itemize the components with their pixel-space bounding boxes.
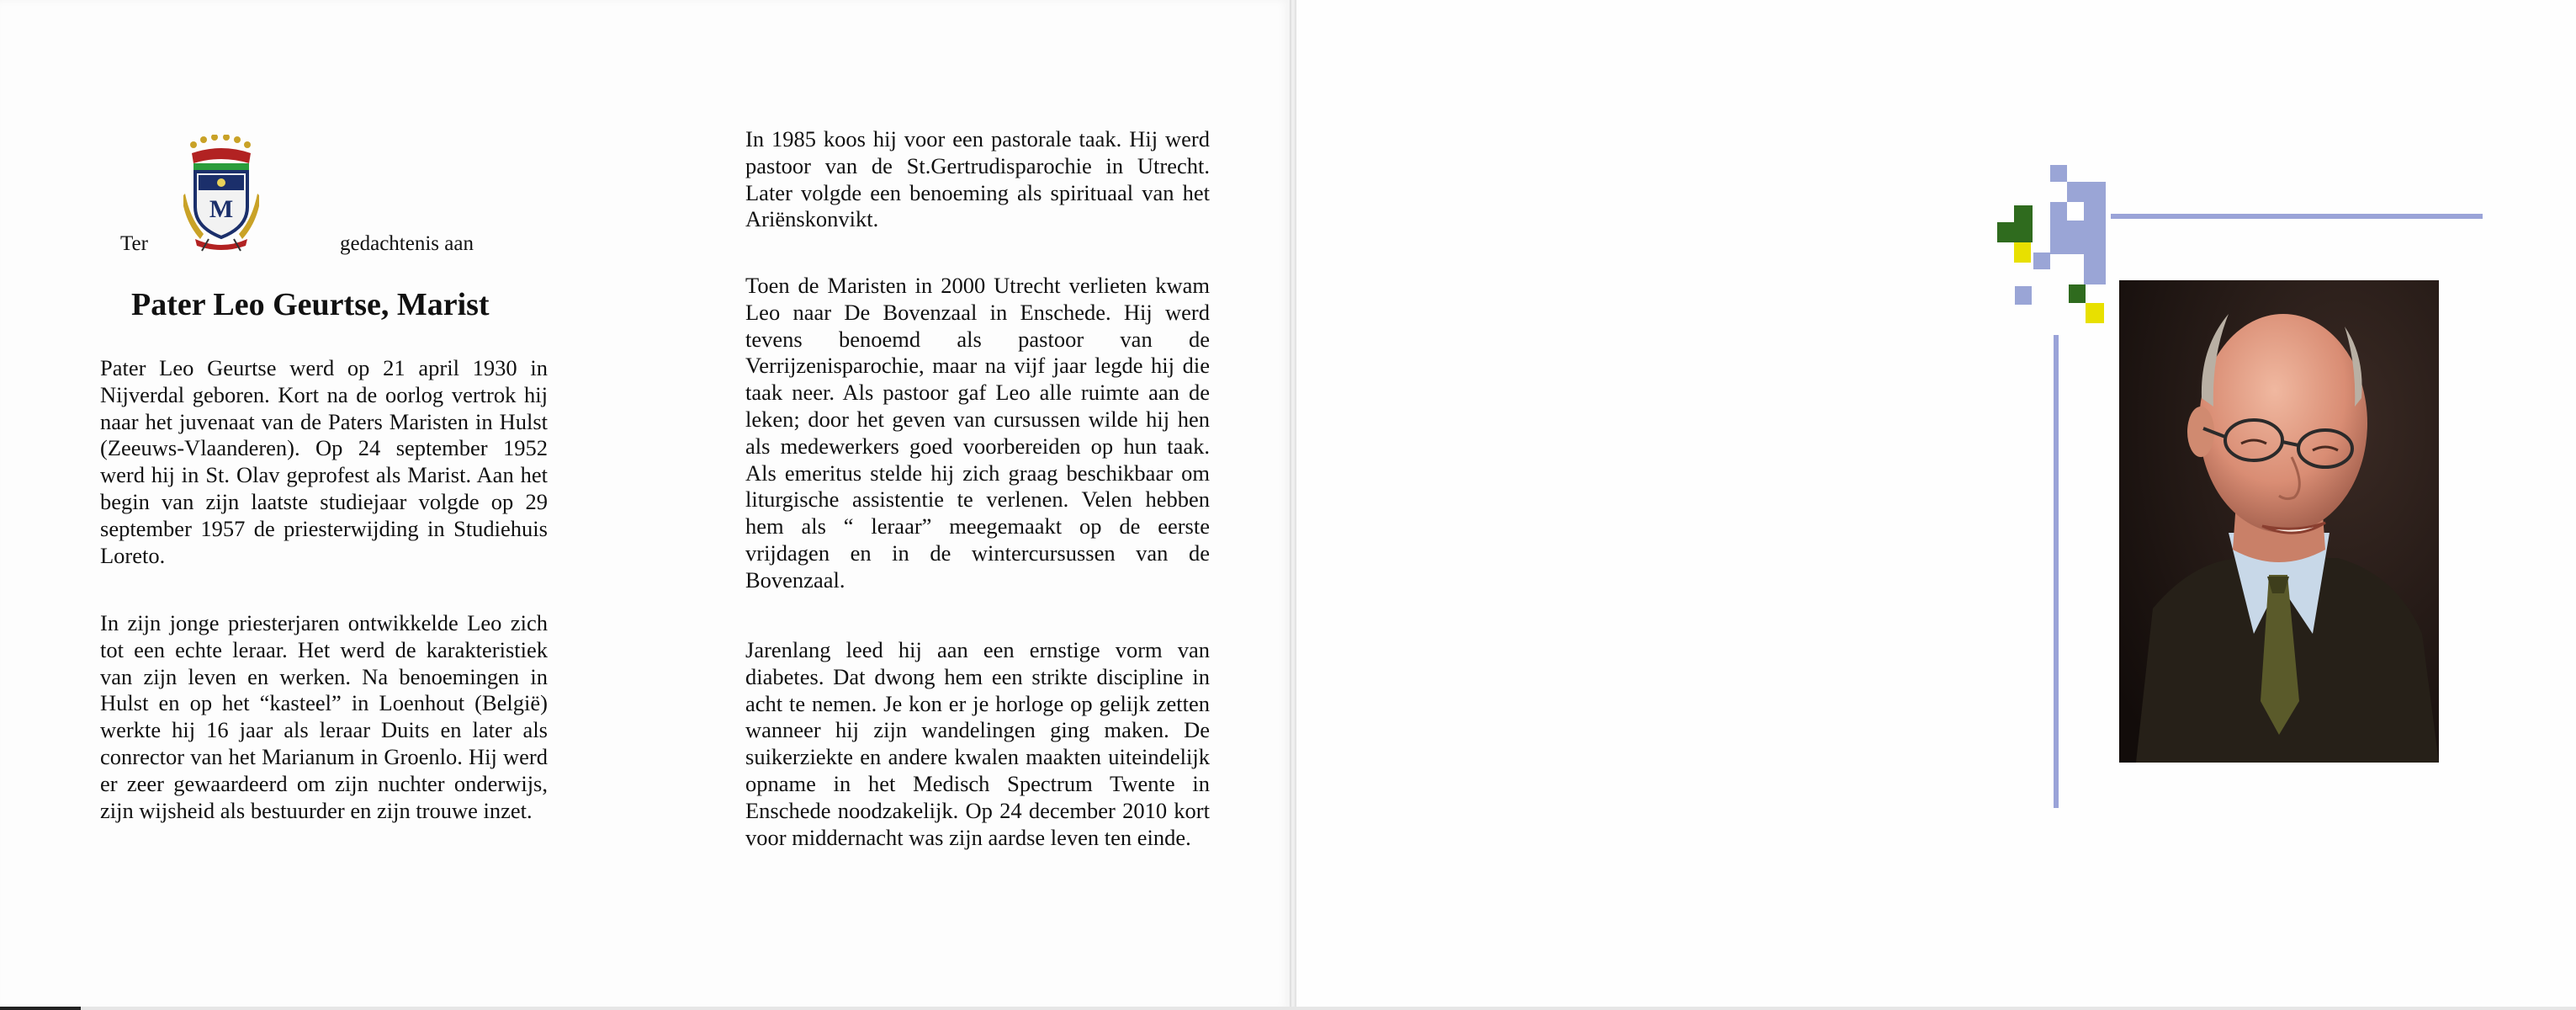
biography-paragraph: Pater Leo Geurtse werd op 21 april 1930 in Nijverdal geboren. Kort na de oorlog vertrok hij naar het juvenaat van de Paters Maristen in Hulst (Zeeuws-Vlaanderen). Op 24 september 1952 werd hij in St. Olav geprofest als Marist. Aan het begin van zijn laatste studiejaar volgde op 29 september 1957 de priesterwijding in Studiehuis Loreto. bbox=[100, 355, 548, 568]
biography-paragraph: In zijn jonge priesterjaren ontwikkelde Leo zich tot een echte leraar. Het werd de karakteristiek van zijn leven en werken. Na benoemingen in Hulst en op het “kasteel” in Loenhout (België) werkte hij 16 jaar als leraar Duits en later als conrector van het Marianum in Groenlo. Hij werd er zeer gewaardeerd om zijn nuchter onderwijs, zijn wijsheid als bestuurder en zijn trouwe inzet. bbox=[100, 610, 548, 823]
svg-text:M: M bbox=[209, 195, 234, 223]
biography-paragraph: Toen de Maristen in 2000 Utrecht verlieten kwam Leo naar De Bovenzaal in Enschede. Hij werd tevens benoemd als pastoor van de Verrijzenisparochie, maar na vijf jaar legde hij die taak neer. Als pastoor gaf Leo alle ruimte aan de leken; door het geven van cursussen wilde hij hen als medewerkers goed voorbereiden op hun taak. Als emeritus stelde hij zich graag beschikbaar om liturgische assistentie te verlenen. Velen hebben hem als “ leraar” meegemaakt op de eerste vrijdagen en in de wintercursussen van de Bovenzaal. bbox=[745, 273, 1210, 593]
biography-paragraph: In 1985 koos hij voor een pastorale taak. Hij werd pastoor van de St.Gertrudisparochie in Utrecht. Later volgde een benoeming als spirituaal van het Ariënskonvikt. bbox=[745, 126, 1210, 232]
card-bottom-edge bbox=[0, 1007, 2576, 1010]
gedachtenis-label: gedachtenis aan bbox=[340, 232, 474, 255]
ter-label: Ter bbox=[120, 232, 148, 255]
scan-corner-mark bbox=[0, 1007, 81, 1010]
deceased-name-title: Pater Leo Geurtse, Marist bbox=[131, 287, 490, 322]
biography-paragraph: Jarenlang leed hij aan een ernstige vorm van diabetes. Dat dwong hem een strikte discipline in acht te nemen. Je kon er je horloge op gelijk zetten wanneer hij zijn wandelingen ging maken. De suikerziekte en andere kwalen maakten uiteindelijk opname in het Medisch Spectrum Twente in Enschede noodzakelijk. Op 24 december 2010 kort voor middernacht was zijn aardse leven ten einde. bbox=[745, 637, 1210, 850]
portrait-photo bbox=[2119, 280, 2439, 763]
